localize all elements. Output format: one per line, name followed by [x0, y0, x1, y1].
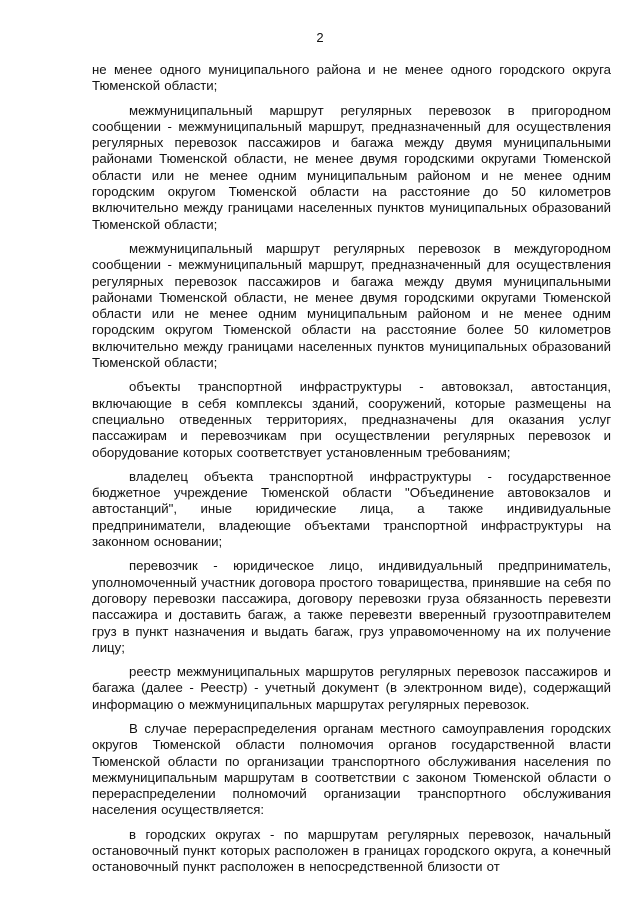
paragraph-redistribution: В случае перераспределения органам местного самоуправления городских округов Тюменской области полномочия органов государственной власти Тюменской области по организации транспортного обслуживания населения по межмуниципальным маршрутам в соответствии с законом Тюменской области о перераспределении полномочий организации транспортного обслуживания населения осуществляется:: [92, 720, 611, 818]
paragraph-continuation: не менее одного муниципального района и не менее одного городского округа Тюменской области;: [92, 62, 611, 94]
document-body: [92, 62, 611, 884]
paragraph-intercity-route: межмуниципальный маршрут регулярных перевозок в междугородном сообщении - межмуниципальный маршрут, предназначенный для осуществления регулярных перевозок пассажиров и багажа между двумя муниципальными районами Тюменской области, не менее двумя городскими округами Тюменской области или не менее одним муниципальным районом и не менее одним городским округом Тюменской области на расстояние более 50 километров включительно между границами населенных пунктов муниципальных образований Тюменской области;: [92, 240, 611, 371]
paragraph-infrastructure-owner: владелец объекта транспортной инфраструктуры - государственное бюджетное учреждение Тюменской области "Объединение автовокзалов и автостанций", иные юридические лица, а также индивидуальные предприниматели, владеющие объектами транспортной инфраструктуры на законном основании;: [92, 468, 611, 550]
paragraph-urban-districts: в городских округах - по маршрутам регулярных перевозок, начальный остановочный пункт которых расположен в границах городского округа, а конечный остановочный пункт расположен в непосредственной близости от: [92, 826, 611, 875]
paragraph-carrier: перевозчик - юридическое лицо, индивидуальный предприниматель, уполномоченный участник договора простого товарищества, принявшие на себя по договору перевозки пассажира, договору перевозки груза обязанность перевезти пассажира и доставить багаж, а также перевезти вверенный грузоотправителем груз в пункт назначения и выдать багаж, груз управомоченному на их получение лицу;: [92, 558, 611, 655]
paragraph-register: реестр межмуниципальных маршрутов регулярных перевозок пассажиров и багажа (далее - Реестр) - учетный документ (в электронном виде), содержащий информацию о межмуниципальных маршрутах регулярных перевозок.: [92, 664, 611, 712]
paragraph-transport-infrastructure: объекты транспортной инфраструктуры - автовокзал, автостанция, включающие в себя комплексы зданий, сооружений, которые размещены на специально отведенных территориях, предназначены для оказания услуг пассажирам и перевозчикам при осуществлении регулярных перевозок и оборудование которых соответствует установленным требованиям;: [92, 379, 611, 460]
page-number: 2: [316, 30, 324, 45]
paragraph-suburban-route: межмуниципальный маршрут регулярных перевозок в пригородном сообщении - межмуниципальный маршрут, предназначенный для осуществления регулярных перевозок пассажиров и багажа между двумя муниципальными районами Тюменской области, не менее двумя городскими округами Тюменской области или не менее одним муниципальным районом и не менее одним городским округом Тюменской области на расстояние до 50 километров включительно между границами населенных пунктов муниципальных образований Тюменской области;: [92, 102, 611, 232]
